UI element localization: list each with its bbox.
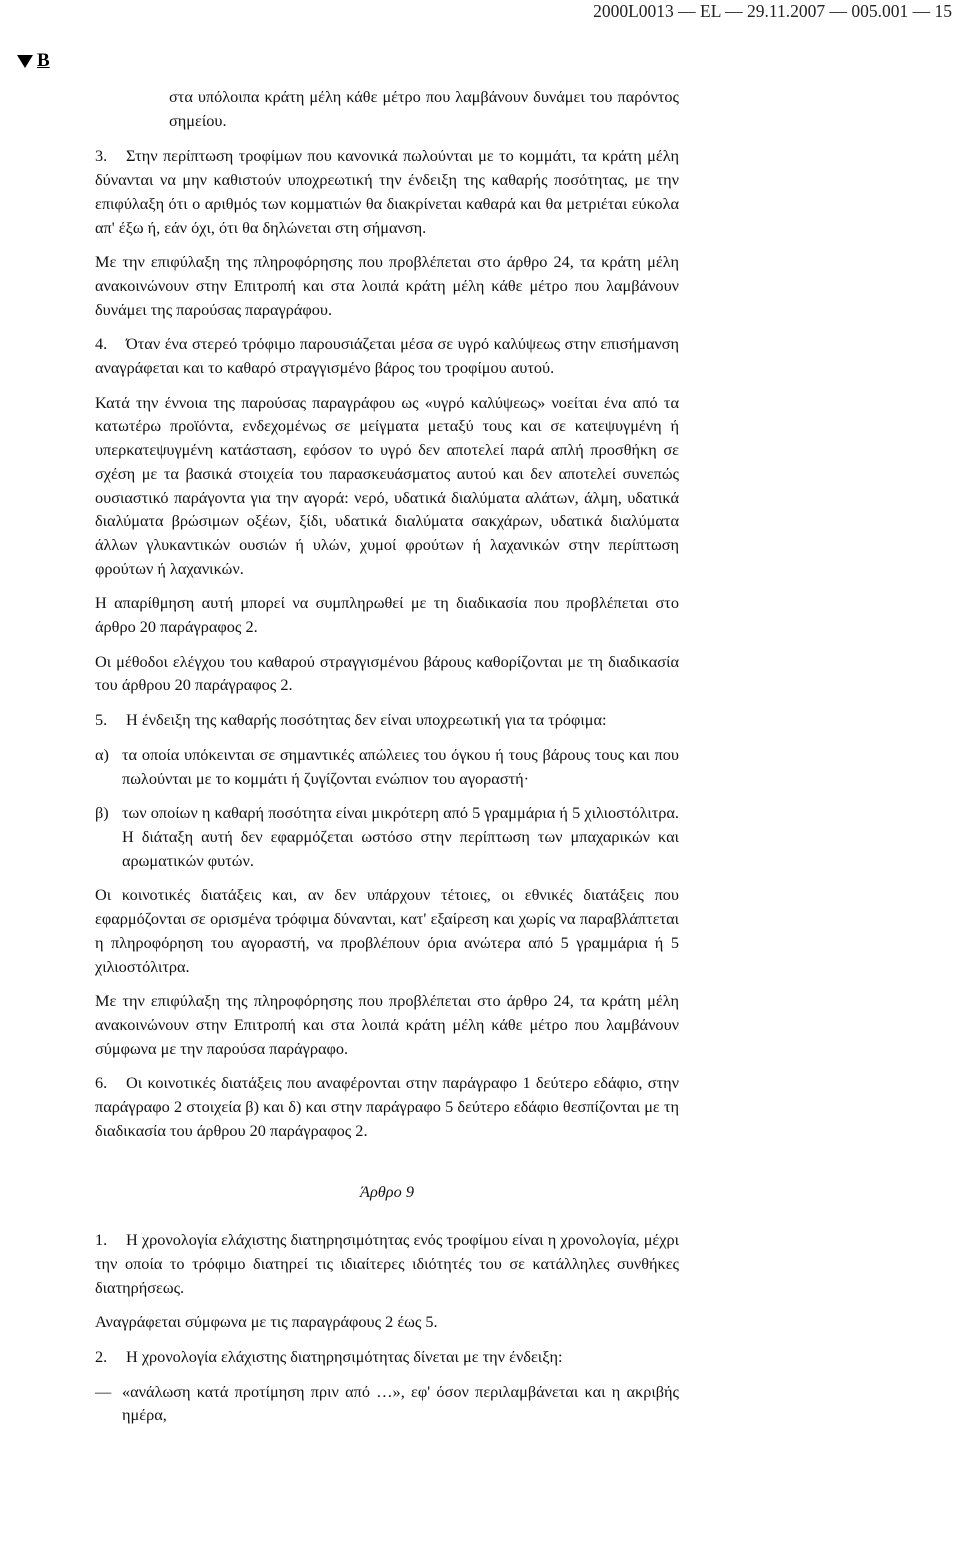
document-reference-header: 2000L0013 — EL — 29.11.2007 — 005.001 — 15 <box>593 1 952 21</box>
paragraph: Με την επιφύλαξη της πληροφόρησης που προβλέπεται στο άρθρο 24, τα κράτη μέλη ανακοινώνουν στην Επιτροπή και στα λοιπά κράτη μέλη κάθε μέτρο που λαμβάνουν δυνάμει της παρούσας παραγράφου. <box>95 252 679 319</box>
amendment-letter: B <box>37 50 50 71</box>
list-item-a <box>95 743 679 790</box>
paragraph: Με την επιφύλαξη της πληροφόρησης που προβλέπεται στο άρθρο 24, τα κράτη μέλη ανακοινώνουν στην Επιτροπή και στα λοιπά κράτη μέλη κάθε μέτρο που λαμβάνουν σύμφωνα με την παρούσα παράγραφο. <box>95 991 679 1058</box>
paragraph-text: Στην περίπτωση τροφίμων που κανονικά πωλούνται με το κομμάτι, τα κράτη μέλη δύνανται να μην καθιστούν υποχρεωτική την ένδειξη της καθαρής ποσότητας, με την επιφύλαξη ότι ο αριθμός των κομματιών θα διακρίνεται καθαρά και θα μετριέται εύκολα απ' έξω ή, εάν όχι, ότι θα δηλώνεται στη σήμανση. <box>95 146 679 237</box>
paragraph-text: Όταν ένα στερεό τρόφιμο παρουσιάζεται μέσα σε υγρό καλύψεως στην επισήμανση αναγράφεται και το καθαρό στραγγισμένο βάρος του τροφίμου αυτού. <box>95 334 679 378</box>
article-paragraph-1 <box>95 1228 679 1299</box>
document-body <box>95 85 679 1438</box>
paragraph-text: Η ένδειξη της καθαρής ποσότητας δεν είναι υποχρεωτική για τα τρόφιμα: <box>126 710 607 730</box>
list-item-b <box>95 801 679 872</box>
paragraph: Οι κοινοτικές διατάξεις και, αν δεν υπάρχουν τέτοιες, οι εθνικές διατάξεις που εφαρμόζονται σε ορισμένα τρόφιμα δύνανται, κατ' εξαίρεση και χωρίς να παραβλάπτεται η πληροφόρηση του αγοραστή, να προβλέπουν όρια ανώτερα από 5 γραμμάρια ή 5 χιλιοστόλιτρα. <box>95 885 679 976</box>
list-item-label: β) <box>95 803 109 823</box>
paragraph-number: 1. <box>95 1230 108 1250</box>
list-item-label: α) <box>95 744 109 764</box>
dash-marker: — <box>95 1381 112 1401</box>
paragraph: Η απαρίθμηση αυτή μπορεί να συμπληρωθεί με τη διαδικασία που προβλέπεται στο άρθρο 20 παράγραφος 2. <box>95 593 679 637</box>
paragraph-number: 6. <box>95 1073 108 1093</box>
list-item-text: «ανάλωση κατά προτίμηση πριν από …», εφ' όσον περιλαμβάνεται και η ακριβής ημέρα, <box>122 1381 679 1425</box>
paragraph: Αναγράφεται σύμφωνα με τις παραγράφους 2 έως 5. <box>95 1312 438 1332</box>
numbered-paragraph-5 <box>95 708 679 732</box>
paragraph-text: Η χρονολογία ελάχιστης διατηρησιμότητας δίνεται με την ένδειξη: <box>126 1346 563 1366</box>
list-item-text: των οποίων η καθαρή ποσότητα είναι μικρότερη από 5 γραμμάρια ή 5 χιλιοστόλιτρα. Η διάταξη αυτή δεν εφαρμόζεται ωστόσο στην περίπτωση των μπαχαρικών και αρωματικών φυτών. <box>122 803 679 870</box>
paragraph: Οι μέθοδοι ελέγχου του καθαρού στραγγισμένου βάρους καθορίζονται με τη διαδικασία του άρθρου 20 παράγραφος 2. <box>95 651 679 695</box>
paragraph-text: Η χρονολογία ελάχιστης διατηρησιμότητας ενός τροφίμου είναι η χρονολογία, μέχρι την οποία το τρόφιμο διατηρεί τις ιδιαίτερες ιδιότητές του σε κατάλληλες συνθήκες διατηρήσεως. <box>95 1230 679 1297</box>
paragraph-text: Οι κοινοτικές διατάξεις που αναφέρονται στην παράγραφο 1 δεύτερο εδάφιο, στην παράγραφο 2 στοιχεία β) και δ) και στην παράγραφο 5 δεύτερο εδάφιο θεσπίζονται με τη διαδικασία του άρθρου 20 παράγραφος 2. <box>95 1073 679 1140</box>
paragraph-number: 4. <box>95 334 108 354</box>
paragraph: Κατά την έννοια της παρούσας παραγράφου ως «υγρό καλύψεως» νοείται ένα από τα κατωτέρω προϊόντα, ενδεχομένως σε μείγματα μεταξύ τους και σε κατεψυγμένη ή υπερκατεψυγμένη κατάσταση, εφόσον το υγρό δεν αποτελεί παρά απλή προσθήκη σε σχέση με τα βασικά στοιχεία του παρασκευάσματος αυτού και δεν αποτελεί συνεπώς ουσιαστικό παράγοντα για την αγορά: νερό, υδατικά διαλύματα αλάτων, άλμη, υδατικά διαλύματα βρώσιμων οξέων, ξίδι, υδατικά διαλύματα σακχάρων, υδατικά διαλύματα άλλων γλυκαντικών ουσιών ή υλών, χυμοί φρούτων ή λαχανικών στην περίπτωση φρούτων ή λαχανικών. <box>95 392 679 578</box>
paragraph: στα υπόλοιπα κράτη μέλη κάθε μέτρο που λαμβάνουν δυνάμει του παρόντος σημείου. <box>169 87 679 130</box>
numbered-paragraph-3 <box>95 144 679 239</box>
triangle-down-icon <box>17 55 33 68</box>
article-paragraph-2 <box>95 1345 679 1369</box>
numbered-paragraph-4 <box>95 332 679 379</box>
amendment-marker <box>17 50 50 72</box>
article-title: Άρθρο 9 <box>360 1182 414 1202</box>
list-item-text: τα οποία υπόκεινται σε σημαντικές απώλειες του όγκου ή τους βάρους τους και που πωλούνται με το κομμάτι ή ζυγίζονται ενώπιον του αγοραστή· <box>122 744 679 788</box>
numbered-paragraph-6 <box>95 1071 679 1142</box>
paragraph-number: 5. <box>95 710 108 730</box>
paragraph-number: 2. <box>95 1346 108 1366</box>
dash-list-item <box>95 1380 679 1427</box>
paragraph-number: 3. <box>95 146 108 166</box>
